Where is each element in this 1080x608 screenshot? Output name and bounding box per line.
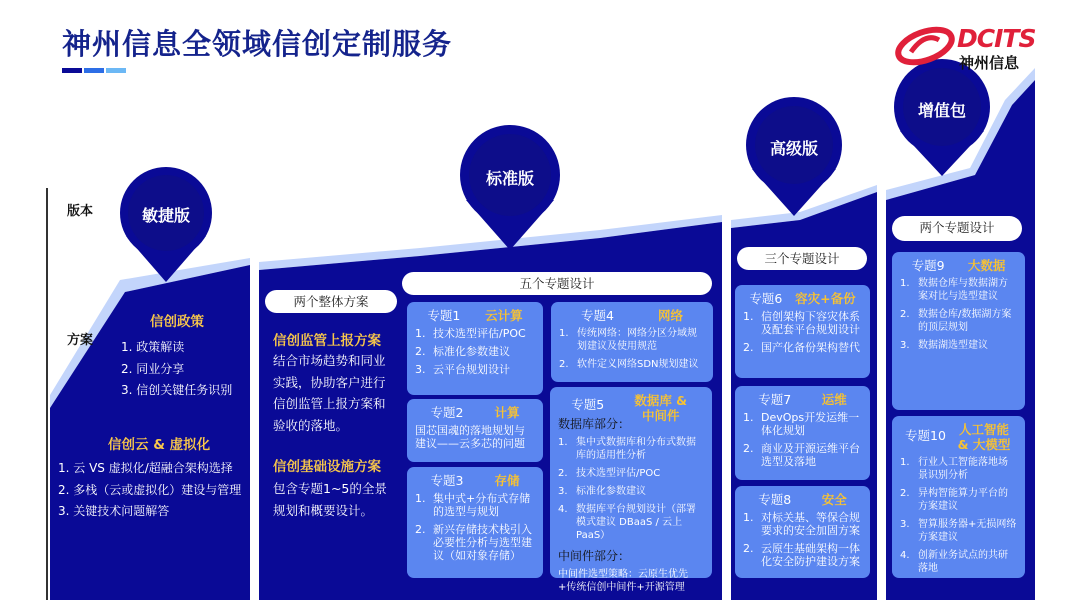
list-item: 3. 标准化参数建议 bbox=[558, 486, 646, 497]
list-item: 2. 软件定义网络SDN规划建议 bbox=[559, 359, 699, 370]
topic-label: 专题4 bbox=[581, 308, 614, 323]
topic-label: 专题1 bbox=[427, 308, 461, 323]
list-item: 1. 行业人工智能落地场景识别分析 bbox=[900, 457, 1008, 481]
tier-name-agile: 敏捷版 bbox=[141, 206, 190, 225]
topic-tag: 存储 bbox=[494, 473, 520, 488]
list-item: 1. 云 VS 虚拟化/超融合架构选择 bbox=[58, 461, 233, 475]
list-item: 1. 集中式数据库和分布式数据库的适用性分析 bbox=[558, 437, 696, 461]
section-title: 信创基础设施方案 bbox=[273, 459, 381, 475]
topic-tag: 数据库 & 中间件 bbox=[634, 393, 688, 423]
list-item: 1. 传统网络：网络分区分域规划建议及使用规范 bbox=[559, 328, 697, 352]
list-item: 2. 技术选型评估/POC bbox=[558, 468, 661, 479]
section-list bbox=[121, 337, 232, 402]
topic-label: 专题2 bbox=[430, 405, 464, 420]
list-item: 1. 信创架构下容灾体系及配套平台规划设计 bbox=[743, 310, 860, 336]
section-title: 信创政策 bbox=[150, 314, 204, 330]
tier-name-advanced: 高级版 bbox=[769, 139, 818, 158]
tier-name-standard: 标准版 bbox=[485, 169, 534, 188]
topic-card-5 bbox=[550, 387, 712, 593]
topic-card-2 bbox=[407, 399, 543, 462]
topic-card-10 bbox=[892, 416, 1025, 578]
list-item: 3. 数据湖选型建议 bbox=[900, 340, 988, 351]
list-item: 1. 技术选型评估/POC bbox=[415, 327, 526, 340]
topic-card-3 bbox=[407, 467, 543, 578]
list-item: 1. DevOps开发运维一体化规划 bbox=[743, 411, 860, 437]
list-item: 2. 多栈（云或虚拟化）建设与管理 bbox=[58, 482, 242, 497]
text-line: 验收的落地。 bbox=[273, 417, 349, 433]
list-item: 2. 同业分享 bbox=[121, 361, 185, 376]
topic-tag: 安全 bbox=[821, 492, 847, 507]
middleware-text: 中间件选型策略：云原生优先+传统信创中间件+开源管理 bbox=[558, 569, 688, 593]
section-text bbox=[273, 478, 387, 521]
middleware-subheading: 中间件部分： bbox=[558, 549, 631, 563]
topic-card-4 bbox=[551, 302, 713, 382]
topic-card-6 bbox=[735, 285, 870, 378]
topic-card-8 bbox=[735, 486, 870, 578]
dcits-logo: DCITS 神州信息 bbox=[893, 20, 1043, 72]
topic-tag: 人工智能 & 大模型 bbox=[957, 422, 1011, 452]
text-line: 实践，协助客户进行 bbox=[273, 374, 386, 390]
list-item: 2. 国产化备份架构替代 bbox=[743, 341, 860, 354]
three-topics-pill: 三个专题设计 bbox=[737, 247, 867, 270]
list-item: 3. 信创关键任务识别 bbox=[121, 383, 233, 397]
list-item: 1. 对标关基、等保合规要求的安全加固方案 bbox=[743, 511, 860, 537]
topic-label: 专题5 bbox=[571, 397, 605, 412]
topic-label: 专题9 bbox=[911, 258, 945, 273]
list-item: 1. 政策解读 bbox=[121, 340, 185, 354]
section-title: 信创云 & 虚拟化 bbox=[108, 437, 211, 453]
topic-tag: 网络 bbox=[657, 308, 683, 323]
topic-label: 专题10 bbox=[905, 428, 946, 443]
topic-card-9 bbox=[892, 252, 1025, 410]
list-item: 1. 数据仓库与数据湖方案对比与选型建议 bbox=[900, 278, 1008, 302]
text-line: 信创监管上报方案和 bbox=[273, 396, 386, 411]
list-item: 2. 新兴存储技术栈引入必要性分析与选型建议（如对象存储） bbox=[415, 523, 532, 562]
list-item: 3. 关键技术问题解答 bbox=[58, 504, 170, 518]
page-title: 神州信息全领域信创定制服务 bbox=[62, 27, 453, 61]
axis-label-solution: 方案 bbox=[67, 333, 94, 348]
list-item: 2. 商业及开源运维平台选型及落地 bbox=[743, 442, 860, 468]
topic-tag: 大数据 bbox=[967, 258, 1006, 273]
title-underline-3 bbox=[106, 68, 126, 73]
dcits-logo-icon bbox=[893, 22, 957, 70]
topic-tag: 计算 bbox=[494, 405, 520, 420]
database-subheading: 数据库部分： bbox=[558, 417, 631, 431]
section-text bbox=[273, 350, 386, 436]
list-item: 2. 异构智能算力平台的方案建议 bbox=[900, 488, 1008, 512]
topic-label: 专题7 bbox=[758, 392, 792, 407]
text-line: 包含专题1~5的全景 bbox=[273, 481, 387, 496]
list-item: 1. 集中式+分布式存储的选型与规划 bbox=[415, 492, 531, 518]
list-item: 3. 云平台规划设计 bbox=[415, 363, 510, 376]
text-line: 结合市场趋势和同业 bbox=[273, 353, 386, 368]
list-item: 2. 数据仓库/数据湖方案的顶层规划 bbox=[900, 309, 1012, 333]
title-underline-2 bbox=[84, 68, 104, 73]
topic-card-1 bbox=[407, 302, 543, 395]
topic-label: 专题8 bbox=[758, 492, 792, 507]
topic-tag: 云计算 bbox=[485, 308, 523, 323]
overall-plans-pill: 两个整体方案 bbox=[265, 290, 397, 313]
topic-label: 专题6 bbox=[749, 291, 783, 306]
list-item: 4. 数据库平台规划设计（部署模式建议 DBaaS / 云上PaaS） bbox=[558, 504, 696, 541]
five-topics-pill: 五个专题设计 bbox=[402, 272, 712, 295]
topic-card-7 bbox=[735, 386, 870, 480]
topic-label: 专题3 bbox=[430, 473, 464, 488]
list-item: 3. 智算服务器+无损网络方案建议 bbox=[900, 519, 1017, 543]
axis-label-version: 版本 bbox=[67, 204, 94, 219]
topic-tag: 容灾+备份 bbox=[795, 291, 856, 306]
list-item: 2. 标准化参数建议 bbox=[415, 345, 510, 358]
text-line: 规划和概要设计。 bbox=[273, 502, 374, 518]
section-list bbox=[58, 458, 241, 523]
topic-text: 国芯国魂的落地规划与建议——云多芯的问题 bbox=[415, 424, 525, 450]
list-item: 4. 创新业务试点的共研落地 bbox=[900, 550, 1008, 574]
title-underline-1 bbox=[62, 68, 82, 73]
two-topics-pill: 两个专题设计 bbox=[892, 216, 1022, 241]
list-item: 2. 云原生基础架构一体化安全防护建设方案 bbox=[743, 542, 860, 568]
section-title: 信创监管上报方案 bbox=[273, 333, 381, 349]
topic-tag: 运维 bbox=[821, 392, 847, 407]
tier-name-addon: 增值包 bbox=[917, 101, 966, 120]
